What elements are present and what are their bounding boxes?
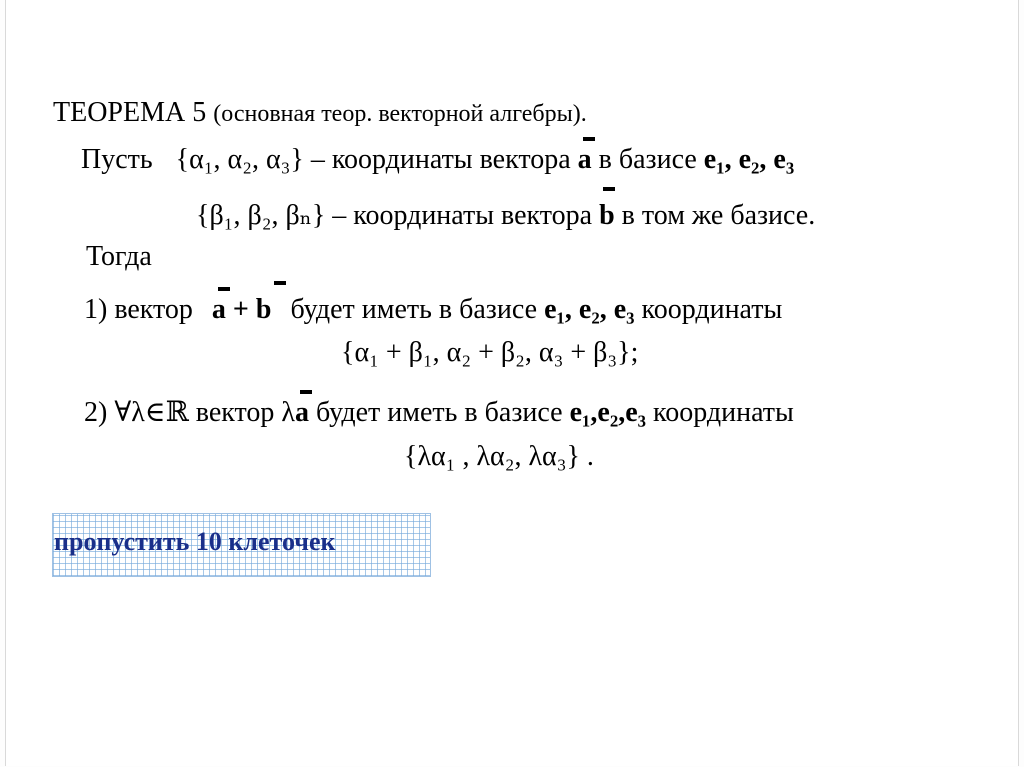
let-word: Пусть (81, 144, 153, 175)
line-beta (196, 199, 815, 233)
beta-desc-1: – координаты вектора (332, 200, 593, 231)
item1-desc: будет иметь в базисе (290, 294, 538, 325)
theorem-subtitle: (основная теор. векторной алгебры). (213, 101, 587, 127)
item1-coords: {α₁ + β₁, α₂ + β₂, α₃ + β₃}; (341, 337, 639, 368)
item-2 (84, 396, 794, 430)
slide (5, 0, 1019, 766)
beta-desc-2: в том же базисе. (621, 200, 816, 231)
alpha-desc-2: в базисе (598, 144, 697, 175)
item1-prefix: 1) вектор (84, 294, 193, 325)
item1-suffix: координаты (641, 294, 783, 325)
item2-basis: e₁,e₂,e₃ (569, 397, 647, 428)
beta-set: {β₁, β₂, βₙ} (196, 200, 326, 231)
theorem-heading (53, 96, 587, 131)
item-1 (84, 293, 782, 327)
theorem-title: ТЕОРЕМА 5 (53, 97, 207, 128)
skip-cells-note: пропустить 10 клеточек (54, 527, 336, 556)
then-word: Тогда (86, 241, 152, 272)
vector-b: b (599, 199, 615, 233)
item1-basis: e₁, e₂, e₃ (544, 294, 635, 325)
basis-1: e₁, e₂, e₃ (703, 144, 795, 175)
vector-a: a (578, 143, 592, 177)
item2-coords: {λα₁ , λα₂, λα₃} . (404, 441, 594, 472)
item2-desc: будет иметь в базисе (315, 397, 563, 428)
item2-suffix: координаты (653, 397, 794, 428)
item1-expr: a + b (212, 293, 272, 327)
item2-vector: a (295, 396, 309, 430)
item2-prefix: 2) ∀λ∈ℝ вектор λ (84, 397, 295, 428)
line-alpha (81, 143, 794, 177)
alpha-set: {α₁, α₂, α₃} (175, 144, 304, 175)
alpha-desc-1: – координаты вектора (310, 144, 571, 175)
